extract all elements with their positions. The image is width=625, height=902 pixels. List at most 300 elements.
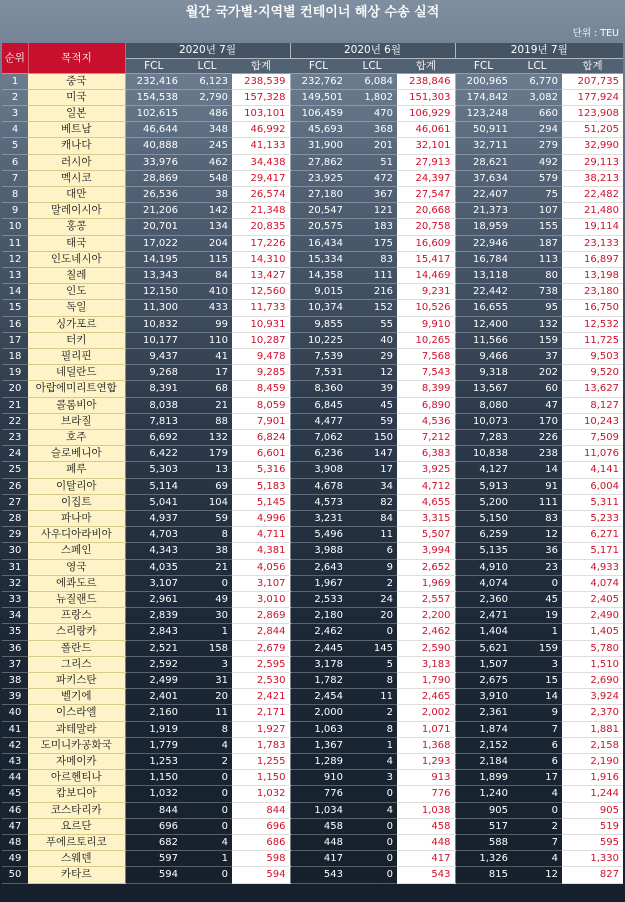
fcl-cell: 22,407 [455,186,512,202]
total-cell: 2,844 [232,624,290,640]
lcl-cell: 2 [347,705,397,721]
fcl-cell: 31,900 [290,138,347,154]
destination-cell: 인도네시아 [28,251,125,267]
total-cell: 5,233 [562,510,623,526]
total-cell: 1,368 [397,737,455,753]
rank-cell: 36 [2,640,28,656]
table-row [2,543,623,559]
total-cell: 8,399 [397,381,455,397]
destination-cell: 요르단 [28,818,125,834]
fcl-cell: 6,422 [125,446,182,462]
fcl-cell: 3,231 [290,510,347,526]
rank-cell: 10 [2,219,28,235]
destination-cell: 자메이카 [28,754,125,770]
destination-cell: 사우디아라비아 [28,527,125,543]
fcl-cell: 776 [290,786,347,802]
total-cell: 21,348 [232,203,290,219]
rank-cell: 4 [2,122,28,138]
destination-cell: 말레이시아 [28,203,125,219]
destination-cell: 스리랑카 [28,624,125,640]
lcl-cell: 367 [347,186,397,202]
total-cell: 2,002 [397,705,455,721]
fcl-cell: 200,965 [455,73,512,89]
total-cell: 7,212 [397,429,455,445]
total-cell: 3,924 [562,689,623,705]
table-row [2,348,623,364]
header-rank: 순위 [2,43,28,73]
table-row [2,673,623,689]
lcl-cell: 433 [182,300,232,316]
total-cell: 20,758 [397,219,455,235]
total-cell: 595 [562,835,623,851]
fcl-cell: 10,073 [455,413,512,429]
header-lcl: LCL [182,58,232,73]
total-cell: 2,690 [562,673,623,689]
lcl-cell: 1 [182,851,232,867]
lcl-cell: 0 [347,851,397,867]
lcl-cell: 107 [512,203,562,219]
total-cell: 1,916 [562,770,623,786]
destination-cell: 영국 [28,559,125,575]
table-row [2,413,623,429]
fcl-cell: 46,644 [125,122,182,138]
table-row [2,186,623,202]
total-cell: 13,627 [562,381,623,397]
destination-cell: 파나마 [28,510,125,526]
rank-cell: 1 [2,73,28,89]
total-cell: 38,213 [562,170,623,186]
table-row [2,575,623,591]
fcl-cell: 815 [455,867,512,883]
table-row [2,510,623,526]
rank-cell: 31 [2,559,28,575]
table-row [2,365,623,381]
table-row [2,219,623,235]
total-cell: 2,190 [562,754,623,770]
fcl-cell: 10,225 [290,332,347,348]
fcl-cell: 16,784 [455,251,512,267]
fcl-cell: 417 [290,851,347,867]
total-cell: 4,536 [397,413,455,429]
fcl-cell: 9,318 [455,365,512,381]
total-cell: 4,381 [232,543,290,559]
total-cell: 3,315 [397,510,455,526]
total-cell: 1,927 [232,721,290,737]
fcl-cell: 2,592 [125,656,182,672]
fcl-cell: 2,160 [125,705,182,721]
lcl-cell: 40 [347,332,397,348]
header-period-2020-06: 2020년 6월 [290,43,455,58]
lcl-cell: 3 [512,656,562,672]
lcl-cell: 21 [182,397,232,413]
total-cell: 10,265 [397,332,455,348]
table-row [2,429,623,445]
fcl-cell: 4,573 [290,494,347,510]
table-row [2,624,623,640]
lcl-cell: 159 [512,332,562,348]
total-cell: 1,510 [562,656,623,672]
destination-cell: 스페인 [28,543,125,559]
total-cell: 5,780 [562,640,623,656]
lcl-cell: 134 [182,219,232,235]
page-title: 월간 국가별·지역별 컨테이너 해상 수송 실적 [185,5,440,20]
table-body [2,73,623,883]
lcl-cell: 0 [182,818,232,834]
table-row [2,851,623,867]
lcl-cell: 155 [512,219,562,235]
destination-cell: 프랑스 [28,608,125,624]
lcl-cell: 17 [182,365,232,381]
table-row [2,170,623,186]
total-cell: 238,539 [232,73,290,89]
header-period-2019-07: 2019년 7월 [455,43,623,58]
fcl-cell: 5,135 [455,543,512,559]
destination-cell: 이탈리아 [28,478,125,494]
fcl-cell: 8,360 [290,381,347,397]
lcl-cell: 6 [347,543,397,559]
lcl-cell: 0 [347,818,397,834]
total-cell: 103,101 [232,105,290,121]
lcl-cell: 12 [512,867,562,883]
fcl-cell: 696 [125,818,182,834]
total-cell: 11,076 [562,446,623,462]
header-lcl: LCL [347,58,397,73]
table-row [2,705,623,721]
fcl-cell: 22,946 [455,235,512,251]
fcl-cell: 4,910 [455,559,512,575]
total-cell: 2,557 [397,592,455,608]
lcl-cell: 0 [182,786,232,802]
header-fcl: FCL [455,58,512,73]
rank-cell: 28 [2,510,28,526]
lcl-cell: 14 [512,462,562,478]
lcl-cell: 8 [347,673,397,689]
lcl-cell: 0 [182,867,232,883]
lcl-cell: 8 [347,721,397,737]
total-cell: 1,330 [562,851,623,867]
fcl-cell: 2,521 [125,640,182,656]
lcl-cell: 279 [512,138,562,154]
total-cell: 448 [397,835,455,851]
fcl-cell: 2,361 [455,705,512,721]
destination-cell: 터키 [28,332,125,348]
lcl-cell: 0 [182,770,232,786]
total-cell: 905 [562,802,623,818]
fcl-cell: 1,034 [290,802,347,818]
rank-cell: 14 [2,284,28,300]
destination-cell: 싱가포르 [28,316,125,332]
total-cell: 1,405 [562,624,623,640]
lcl-cell: 17 [347,462,397,478]
total-cell: 9,231 [397,284,455,300]
total-cell: 1,071 [397,721,455,737]
total-cell: 6,383 [397,446,455,462]
fcl-cell: 543 [290,867,347,883]
rank-cell: 23 [2,429,28,445]
total-cell: 2,370 [562,705,623,721]
fcl-cell: 10,374 [290,300,347,316]
fcl-cell: 4,343 [125,543,182,559]
total-cell: 6,004 [562,478,623,494]
fcl-cell: 106,459 [290,105,347,121]
lcl-cell: 83 [347,251,397,267]
fcl-cell: 27,180 [290,186,347,202]
table-row [2,462,623,478]
lcl-cell: 95 [512,300,562,316]
lcl-cell: 19 [512,608,562,624]
destination-cell: 파키스탄 [28,673,125,689]
fcl-cell: 1,253 [125,754,182,770]
lcl-cell: 59 [182,510,232,526]
rank-cell: 50 [2,867,28,883]
total-cell: 2,465 [397,689,455,705]
lcl-cell: 216 [347,284,397,300]
fcl-cell: 12,150 [125,284,182,300]
lcl-cell: 51 [347,154,397,170]
fcl-cell: 1,967 [290,575,347,591]
table-row [2,721,623,737]
fcl-cell: 2,643 [290,559,347,575]
total-cell: 3,010 [232,592,290,608]
header-fcl: FCL [290,58,347,73]
total-cell: 207,735 [562,73,623,89]
fcl-cell: 3,107 [125,575,182,591]
lcl-cell: 80 [512,267,562,283]
fcl-cell: 682 [125,835,182,851]
fcl-cell: 20,547 [290,203,347,219]
total-cell: 20,668 [397,203,455,219]
lcl-cell: 6 [512,737,562,753]
total-cell: 519 [562,818,623,834]
fcl-cell: 149,501 [290,89,347,105]
table-row [2,770,623,786]
table-row [2,235,623,251]
total-cell: 13,198 [562,267,623,283]
table-row [2,559,623,575]
lcl-cell: 132 [512,316,562,332]
table-row [2,284,623,300]
lcl-cell: 1 [512,624,562,640]
total-cell: 4,141 [562,462,623,478]
total-cell: 1,244 [562,786,623,802]
total-cell: 2,171 [232,705,290,721]
lcl-cell: 368 [347,122,397,138]
lcl-cell: 202 [512,365,562,381]
total-cell: 5,145 [232,494,290,510]
table-row [2,608,623,624]
fcl-cell: 21,206 [125,203,182,219]
destination-cell: 페루 [28,462,125,478]
destination-cell: 벨기에 [28,689,125,705]
fcl-cell: 2,961 [125,592,182,608]
lcl-cell: 245 [182,138,232,154]
destination-cell: 대만 [28,186,125,202]
fcl-cell: 13,343 [125,267,182,283]
rank-cell: 15 [2,300,28,316]
fcl-cell: 9,437 [125,348,182,364]
lcl-cell: 4 [347,802,397,818]
destination-cell: 독일 [28,300,125,316]
total-cell: 14,469 [397,267,455,283]
total-cell: 9,285 [232,365,290,381]
table-row [2,802,623,818]
destination-cell: 브라질 [28,413,125,429]
lcl-cell: 2 [512,818,562,834]
rank-cell: 6 [2,154,28,170]
lcl-cell: 31 [182,673,232,689]
destination-cell: 캐나다 [28,138,125,154]
lcl-cell: 0 [182,802,232,818]
total-cell: 686 [232,835,290,851]
rank-cell: 49 [2,851,28,867]
fcl-cell: 15,334 [290,251,347,267]
rank-cell: 42 [2,737,28,753]
lcl-cell: 3,082 [512,89,562,105]
header-total: 합계 [232,58,290,73]
total-cell: 11,725 [562,332,623,348]
fcl-cell: 10,832 [125,316,182,332]
lcl-cell: 121 [347,203,397,219]
fcl-cell: 1,507 [455,656,512,672]
lcl-cell: 738 [512,284,562,300]
total-cell: 17,226 [232,235,290,251]
fcl-cell: 1,326 [455,851,512,867]
table-row [2,138,623,154]
total-cell: 14,310 [232,251,290,267]
lcl-cell: 3 [182,656,232,672]
fcl-cell: 23,925 [290,170,347,186]
rank-cell: 7 [2,170,28,186]
fcl-cell: 9,268 [125,365,182,381]
lcl-cell: 111 [512,494,562,510]
lcl-cell: 111 [347,267,397,283]
fcl-cell: 4,477 [290,413,347,429]
total-cell: 123,908 [562,105,623,121]
total-cell: 27,913 [397,154,455,170]
fcl-cell: 33,976 [125,154,182,170]
total-cell: 16,609 [397,235,455,251]
destination-cell: 과테말라 [28,721,125,737]
total-cell: 913 [397,770,455,786]
fcl-cell: 232,416 [125,73,182,89]
fcl-cell: 2,180 [290,608,347,624]
total-cell: 4,933 [562,559,623,575]
destination-cell: 멕시코 [28,170,125,186]
rank-cell: 22 [2,413,28,429]
total-cell: 5,183 [232,478,290,494]
fcl-cell: 594 [125,867,182,883]
total-cell: 1,881 [562,721,623,737]
rank-cell: 27 [2,494,28,510]
fcl-cell: 1,779 [125,737,182,753]
fcl-cell: 6,259 [455,527,512,543]
lcl-cell: 41 [182,348,232,364]
table-row [2,267,623,283]
destination-cell: 홍콩 [28,219,125,235]
destination-cell: 슬로베니아 [28,446,125,462]
fcl-cell: 1,063 [290,721,347,737]
fcl-cell: 8,038 [125,397,182,413]
lcl-cell: 2 [182,754,232,770]
total-cell: 6,601 [232,446,290,462]
lcl-cell: 45 [347,397,397,413]
total-cell: 2,421 [232,689,290,705]
lcl-cell: 0 [512,802,562,818]
table-row [2,689,623,705]
fcl-cell: 9,466 [455,348,512,364]
lcl-cell: 14 [512,689,562,705]
lcl-cell: 4 [182,737,232,753]
lcl-cell: 152 [347,300,397,316]
fcl-cell: 123,248 [455,105,512,121]
total-cell: 776 [397,786,455,802]
lcl-cell: 6,123 [182,73,232,89]
fcl-cell: 3,908 [290,462,347,478]
fcl-cell: 4,937 [125,510,182,526]
fcl-cell: 5,200 [455,494,512,510]
lcl-cell: 110 [182,332,232,348]
table-row [2,446,623,462]
table-row [2,818,623,834]
fcl-cell: 1,367 [290,737,347,753]
lcl-cell: 1,802 [347,89,397,105]
total-cell: 9,478 [232,348,290,364]
lcl-cell: 187 [512,235,562,251]
destination-cell: 중국 [28,73,125,89]
fcl-cell: 5,150 [455,510,512,526]
lcl-cell: 548 [182,170,232,186]
lcl-cell: 84 [182,267,232,283]
fcl-cell: 9,855 [290,316,347,332]
header-total: 합계 [397,58,455,73]
total-cell: 2,595 [232,656,290,672]
lcl-cell: 7 [512,835,562,851]
total-cell: 4,655 [397,494,455,510]
fcl-cell: 7,813 [125,413,182,429]
lcl-cell: 462 [182,154,232,170]
lcl-cell: 142 [182,203,232,219]
header-destination: 목적지 [28,43,125,73]
rank-cell: 47 [2,818,28,834]
lcl-cell: 6,770 [512,73,562,89]
total-cell: 16,897 [562,251,623,267]
rank-cell: 11 [2,235,28,251]
fcl-cell: 6,845 [290,397,347,413]
fcl-cell: 1,782 [290,673,347,689]
total-cell: 2,462 [397,624,455,640]
total-cell: 5,507 [397,527,455,543]
table-row [2,122,623,138]
total-cell: 29,417 [232,170,290,186]
header-period-2020-07: 2020년 7월 [125,43,290,58]
lcl-cell: 183 [347,219,397,235]
total-cell: 8,059 [232,397,290,413]
destination-cell: 아르헨티나 [28,770,125,786]
lcl-cell: 4 [347,754,397,770]
fcl-cell: 6,236 [290,446,347,462]
fcl-cell: 102,615 [125,105,182,121]
fcl-cell: 448 [290,835,347,851]
fcl-cell: 905 [455,802,512,818]
total-cell: 1,783 [232,737,290,753]
fcl-cell: 28,869 [125,170,182,186]
total-cell: 594 [232,867,290,883]
rank-cell: 17 [2,332,28,348]
lcl-cell: 0 [512,575,562,591]
total-cell: 598 [232,851,290,867]
table-row [2,867,623,883]
destination-cell: 태국 [28,235,125,251]
